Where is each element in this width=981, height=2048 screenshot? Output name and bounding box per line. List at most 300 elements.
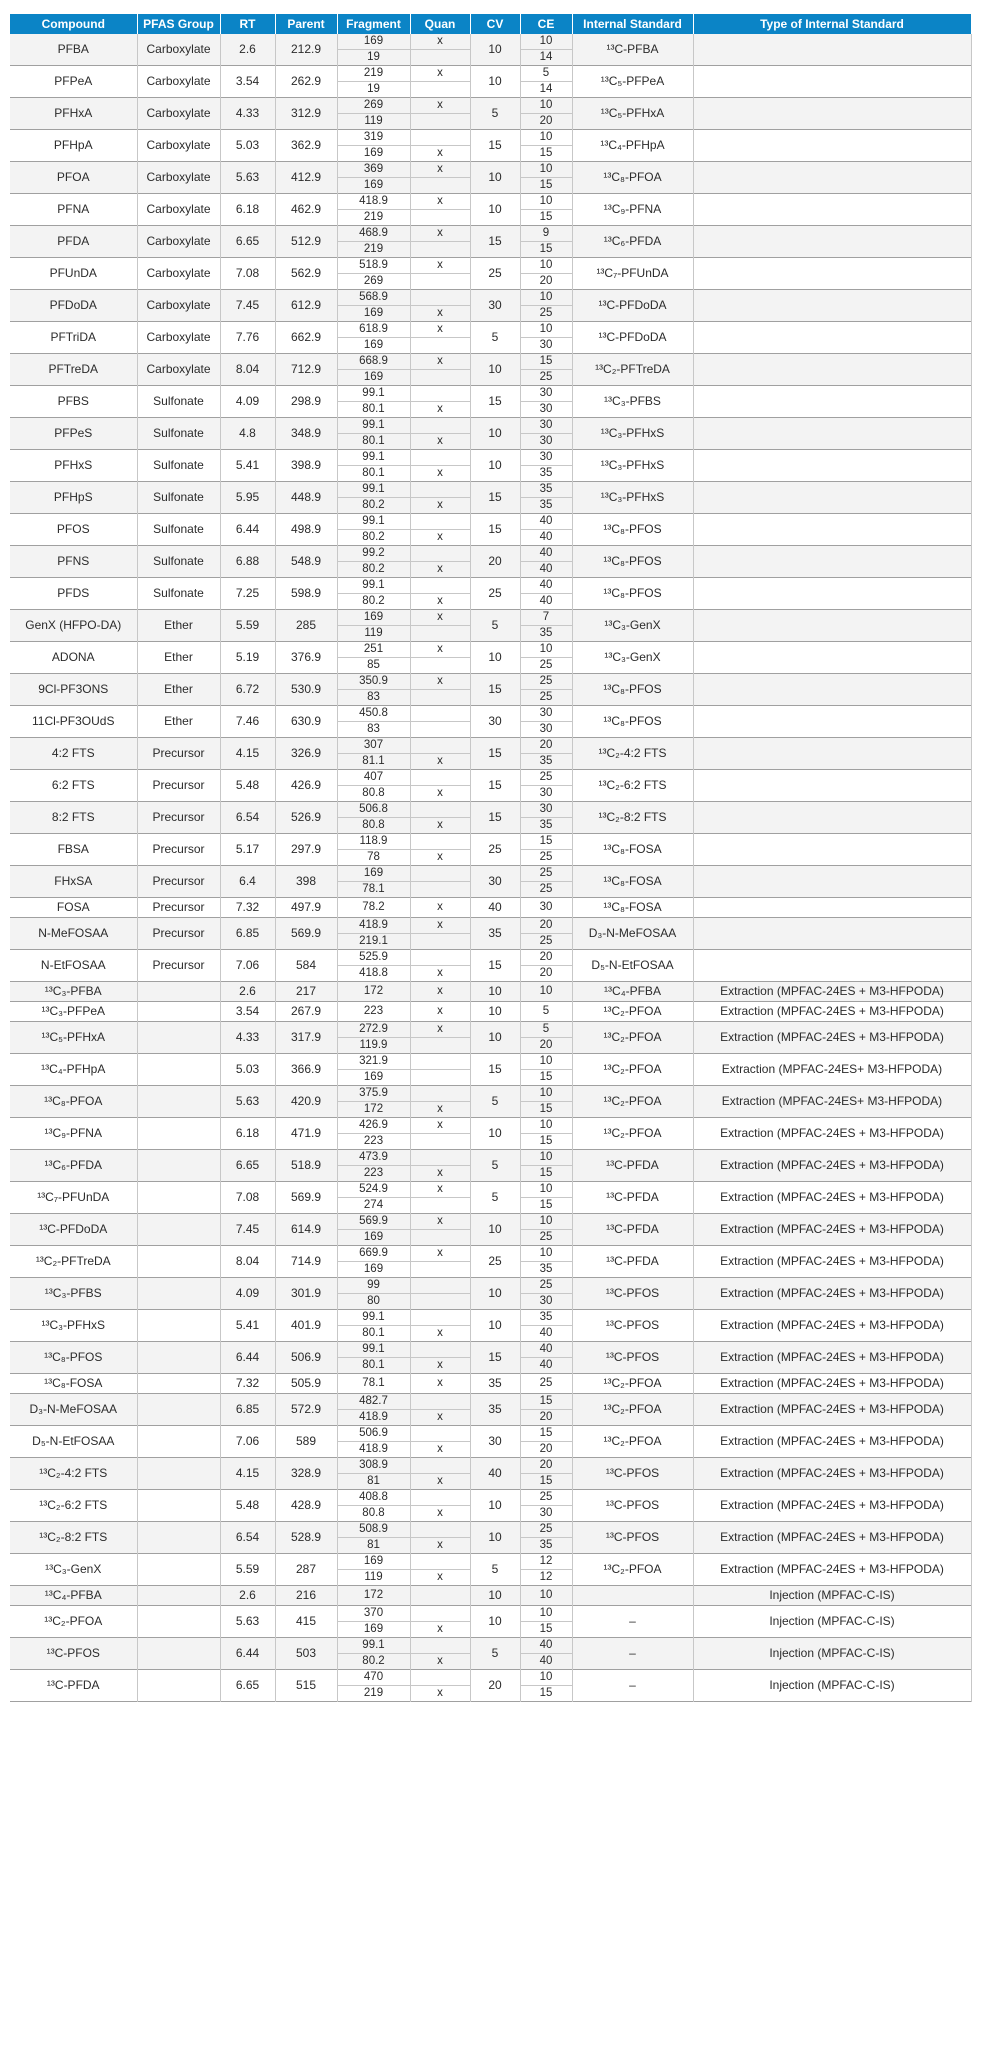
rt-cell: 7.06 bbox=[220, 950, 275, 982]
ce-cell: 25 bbox=[520, 770, 572, 786]
cv-cell: 25 bbox=[470, 578, 520, 610]
quan-cell: x bbox=[410, 34, 470, 50]
type-of-internal-standard-cell: Extraction (MPFAC-24ES + M3-HFPODA) bbox=[693, 1150, 971, 1182]
table-row bbox=[10, 578, 971, 594]
rt-cell: 6.88 bbox=[220, 546, 275, 578]
pfas-group-cell bbox=[137, 1374, 220, 1394]
ce-cell: 20 bbox=[520, 738, 572, 754]
type-of-internal-standard-cell bbox=[693, 322, 971, 354]
fragment-cell: 169 bbox=[337, 34, 410, 50]
compound-cell: PFHpS bbox=[10, 482, 137, 514]
parent-cell: 212.9 bbox=[275, 34, 337, 66]
compound-cell: ¹³C₄-PFHpA bbox=[10, 1054, 137, 1086]
fragment-cell: 169 bbox=[337, 146, 410, 162]
table-row bbox=[10, 194, 971, 210]
table-row bbox=[10, 482, 971, 498]
internal-standard-cell: ¹³C-PFDoDA bbox=[572, 322, 693, 354]
cv-cell: 10 bbox=[470, 1022, 520, 1054]
ce-cell: 10 bbox=[520, 1150, 572, 1166]
fragment-cell: 169 bbox=[337, 338, 410, 354]
quan-cell bbox=[410, 482, 470, 498]
quan-cell: x bbox=[410, 754, 470, 770]
ce-cell: 14 bbox=[520, 50, 572, 66]
compound-group bbox=[10, 194, 971, 226]
type-of-internal-standard-cell: Extraction (MPFAC-24ES + M3-HFPODA) bbox=[693, 1458, 971, 1490]
quan-cell bbox=[410, 114, 470, 130]
compound-cell: FOSA bbox=[10, 898, 137, 918]
table-row bbox=[10, 1638, 971, 1654]
rt-cell: 4.09 bbox=[220, 1278, 275, 1310]
quan-cell bbox=[410, 950, 470, 966]
quan-cell bbox=[410, 690, 470, 706]
pfas-group-cell: Carboxylate bbox=[137, 226, 220, 258]
pfas-group-cell: Carboxylate bbox=[137, 290, 220, 322]
compound-cell: ¹³C₈-PFOS bbox=[10, 1342, 137, 1374]
type-of-internal-standard-cell: Extraction (MPFAC-24ES + M3-HFPODA) bbox=[693, 982, 971, 1002]
rt-cell: 6.44 bbox=[220, 1638, 275, 1670]
fragment-cell: 99.1 bbox=[337, 1310, 410, 1326]
compound-group bbox=[10, 1278, 971, 1310]
quan-cell bbox=[410, 834, 470, 850]
ce-cell: 15 bbox=[520, 1070, 572, 1086]
internal-standard-cell: D₅-N-EtFOSAA bbox=[572, 950, 693, 982]
compound-group bbox=[10, 950, 971, 982]
pfas-group-cell bbox=[137, 1054, 220, 1086]
quan-cell: x bbox=[410, 1326, 470, 1342]
compound-group bbox=[10, 354, 971, 386]
ce-cell: 5 bbox=[520, 1002, 572, 1022]
cv-cell: 15 bbox=[470, 950, 520, 982]
table-row bbox=[10, 1002, 971, 1022]
pfas-group-cell bbox=[137, 1522, 220, 1554]
parent-cell: 366.9 bbox=[275, 1054, 337, 1086]
pfas-group-cell: Carboxylate bbox=[137, 258, 220, 290]
ce-cell: 10 bbox=[520, 130, 572, 146]
quan-cell: x bbox=[410, 466, 470, 482]
quan-cell bbox=[410, 210, 470, 226]
compound-group bbox=[10, 66, 971, 98]
pfas-group-cell bbox=[137, 1214, 220, 1246]
pfas-group-cell: Carboxylate bbox=[137, 66, 220, 98]
table-row bbox=[10, 1150, 971, 1166]
cv-cell: 5 bbox=[470, 1150, 520, 1182]
compound-group bbox=[10, 1310, 971, 1342]
table-header bbox=[10, 14, 971, 34]
parent-cell: 712.9 bbox=[275, 354, 337, 386]
quan-cell bbox=[410, 386, 470, 402]
parent-cell: 528.9 bbox=[275, 1522, 337, 1554]
parent-cell: 267.9 bbox=[275, 1002, 337, 1022]
compound-group bbox=[10, 674, 971, 706]
quan-cell bbox=[410, 1262, 470, 1278]
pfas-group-cell: Precursor bbox=[137, 738, 220, 770]
fragment-cell: 119 bbox=[337, 626, 410, 642]
internal-standard-cell: ¹³C₂-4:2 FTS bbox=[572, 738, 693, 770]
table-row bbox=[10, 322, 971, 338]
quan-cell: x bbox=[410, 402, 470, 418]
header-fragment: Fragment bbox=[337, 14, 410, 34]
internal-standard-cell: ¹³C-PFBA bbox=[572, 34, 693, 66]
quan-cell bbox=[410, 1230, 470, 1246]
compound-group bbox=[10, 546, 971, 578]
ce-cell: 10 bbox=[520, 258, 572, 274]
compound-cell: ¹³C₂-PFTreDA bbox=[10, 1246, 137, 1278]
quan-cell bbox=[410, 1310, 470, 1326]
rt-cell: 6.18 bbox=[220, 194, 275, 226]
quan-cell: x bbox=[410, 258, 470, 274]
fragment-cell: 78 bbox=[337, 850, 410, 866]
cv-cell: 15 bbox=[470, 130, 520, 162]
fragment-cell: 219.1 bbox=[337, 934, 410, 950]
rt-cell: 5.41 bbox=[220, 450, 275, 482]
fragment-cell: 518.9 bbox=[337, 258, 410, 274]
table-row bbox=[10, 834, 971, 850]
ce-cell: 40 bbox=[520, 514, 572, 530]
compound-cell: 6:2 FTS bbox=[10, 770, 137, 802]
quan-cell: x bbox=[410, 642, 470, 658]
quan-cell bbox=[410, 1490, 470, 1506]
quan-cell bbox=[410, 50, 470, 66]
ce-cell: 20 bbox=[520, 966, 572, 982]
parent-cell: 312.9 bbox=[275, 98, 337, 130]
compound-cell: PFPeA bbox=[10, 66, 137, 98]
ce-cell: 35 bbox=[520, 482, 572, 498]
rt-cell: 6.44 bbox=[220, 1342, 275, 1374]
header-type-of-internal-standard: Type of Internal Standard bbox=[693, 14, 971, 34]
rt-cell: 5.63 bbox=[220, 162, 275, 194]
cv-cell: 10 bbox=[470, 418, 520, 450]
parent-cell: 287 bbox=[275, 1554, 337, 1586]
fragment-cell: 169 bbox=[337, 1262, 410, 1278]
table-row bbox=[10, 950, 971, 966]
header-rt: RT bbox=[220, 14, 275, 34]
quan-cell bbox=[410, 338, 470, 354]
fragment-cell: 473.9 bbox=[337, 1150, 410, 1166]
type-of-internal-standard-cell: Extraction (MPFAC-24ES + M3-HFPODA) bbox=[693, 1554, 971, 1586]
cv-cell: 20 bbox=[470, 1670, 520, 1702]
compound-group bbox=[10, 1554, 971, 1586]
pfas-mrm-table-wrapper bbox=[10, 14, 971, 1702]
parent-cell: 562.9 bbox=[275, 258, 337, 290]
parent-cell: 612.9 bbox=[275, 290, 337, 322]
pfas-group-cell bbox=[137, 1490, 220, 1522]
pfas-group-cell bbox=[137, 1670, 220, 1702]
rt-cell: 5.48 bbox=[220, 770, 275, 802]
type-of-internal-standard-cell bbox=[693, 450, 971, 482]
compound-cell: 8:2 FTS bbox=[10, 802, 137, 834]
internal-standard-cell: ¹³C₈-FOSA bbox=[572, 898, 693, 918]
cv-cell: 5 bbox=[470, 1554, 520, 1586]
cv-cell: 10 bbox=[470, 1522, 520, 1554]
fragment-cell: 369 bbox=[337, 162, 410, 178]
compound-cell: PFHxA bbox=[10, 98, 137, 130]
cv-cell: 40 bbox=[470, 1458, 520, 1490]
internal-standard-cell: ¹³C₃-GenX bbox=[572, 610, 693, 642]
ce-cell: 25 bbox=[520, 306, 572, 322]
fragment-cell: 83 bbox=[337, 690, 410, 706]
pfas-group-cell bbox=[137, 1394, 220, 1426]
type-of-internal-standard-cell: Extraction (MPFAC-24ES + M3-HFPODA) bbox=[693, 1426, 971, 1458]
cv-cell: 20 bbox=[470, 546, 520, 578]
fragment-cell: 80.2 bbox=[337, 1654, 410, 1670]
compound-cell: PFNS bbox=[10, 546, 137, 578]
ce-cell: 40 bbox=[520, 1358, 572, 1374]
ce-cell: 10 bbox=[520, 194, 572, 210]
parent-cell: 415 bbox=[275, 1606, 337, 1638]
cv-cell: 10 bbox=[470, 1606, 520, 1638]
quan-cell bbox=[410, 1054, 470, 1070]
fragment-cell: 308.9 bbox=[337, 1458, 410, 1474]
compound-group bbox=[10, 1002, 971, 1022]
ce-cell: 10 bbox=[520, 1054, 572, 1070]
quan-cell: x bbox=[410, 786, 470, 802]
pfas-group-cell bbox=[137, 1426, 220, 1458]
parent-cell: 398 bbox=[275, 866, 337, 898]
fragment-cell: 668.9 bbox=[337, 354, 410, 370]
parent-cell: 506.9 bbox=[275, 1342, 337, 1374]
fragment-cell: 569.9 bbox=[337, 1214, 410, 1230]
internal-standard-cell: ¹³C₂-8:2 FTS bbox=[572, 802, 693, 834]
cv-cell: 5 bbox=[470, 98, 520, 130]
table-row bbox=[10, 98, 971, 114]
table-row bbox=[10, 866, 971, 882]
cv-cell: 30 bbox=[470, 706, 520, 738]
compound-group bbox=[10, 1182, 971, 1214]
quan-cell: x bbox=[410, 850, 470, 866]
internal-standard-cell: ¹³C-PFDoDA bbox=[572, 290, 693, 322]
rt-cell: 5.63 bbox=[220, 1606, 275, 1638]
quan-cell: x bbox=[410, 818, 470, 834]
fragment-cell: 172 bbox=[337, 982, 410, 1002]
internal-standard-cell: ¹³C₃-PFHxS bbox=[572, 450, 693, 482]
quan-cell: x bbox=[410, 1474, 470, 1490]
quan-cell bbox=[410, 722, 470, 738]
table-row bbox=[10, 386, 971, 402]
compound-cell: PFUnDA bbox=[10, 258, 137, 290]
compound-cell: ¹³C₆-PFDA bbox=[10, 1150, 137, 1182]
fragment-cell: 506.8 bbox=[337, 802, 410, 818]
ce-cell: 10 bbox=[520, 642, 572, 658]
parent-cell: 526.9 bbox=[275, 802, 337, 834]
rt-cell: 8.04 bbox=[220, 354, 275, 386]
compound-group bbox=[10, 642, 971, 674]
ce-cell: 40 bbox=[520, 1326, 572, 1342]
cv-cell: 15 bbox=[470, 482, 520, 514]
quan-cell bbox=[410, 546, 470, 562]
ce-cell: 25 bbox=[520, 1490, 572, 1506]
pfas-group-cell: Precursor bbox=[137, 770, 220, 802]
ce-cell: 35 bbox=[520, 1538, 572, 1554]
type-of-internal-standard-cell: Injection (MPFAC-C-IS) bbox=[693, 1606, 971, 1638]
quan-cell: x bbox=[410, 1182, 470, 1198]
header-quan: Quan bbox=[410, 14, 470, 34]
compound-cell: ¹³C₃-GenX bbox=[10, 1554, 137, 1586]
fragment-cell: 169 bbox=[337, 306, 410, 322]
compound-cell: D₃-N-MeFOSAA bbox=[10, 1394, 137, 1426]
fragment-cell: 119.9 bbox=[337, 1038, 410, 1054]
type-of-internal-standard-cell: Extraction (MPFAC-24ES + M3-HFPODA) bbox=[693, 1214, 971, 1246]
fragment-cell: 319 bbox=[337, 130, 410, 146]
internal-standard-cell: ¹³C₅-PFHxA bbox=[572, 98, 693, 130]
ce-cell: 30 bbox=[520, 450, 572, 466]
table-row bbox=[10, 1246, 971, 1262]
ce-cell: 40 bbox=[520, 1342, 572, 1358]
parent-cell: 505.9 bbox=[275, 1374, 337, 1394]
ce-cell: 30 bbox=[520, 786, 572, 802]
compound-cell: PFOA bbox=[10, 162, 137, 194]
compound-group bbox=[10, 866, 971, 898]
parent-cell: 518.9 bbox=[275, 1150, 337, 1182]
compound-cell: ¹³C₅-PFHxA bbox=[10, 1022, 137, 1054]
cv-cell: 5 bbox=[470, 610, 520, 642]
cv-cell: 15 bbox=[470, 386, 520, 418]
header-cv: CV bbox=[470, 14, 520, 34]
pfas-group-cell: Precursor bbox=[137, 834, 220, 866]
rt-cell: 6.85 bbox=[220, 918, 275, 950]
quan-cell bbox=[410, 1134, 470, 1150]
fragment-cell: 618.9 bbox=[337, 322, 410, 338]
rt-cell: 7.08 bbox=[220, 258, 275, 290]
table-row bbox=[10, 418, 971, 434]
compound-group bbox=[10, 98, 971, 130]
compound-group bbox=[10, 322, 971, 354]
compound-cell: ¹³C-PFDoDA bbox=[10, 1214, 137, 1246]
ce-cell: 10 bbox=[520, 1670, 572, 1686]
rt-cell: 6.18 bbox=[220, 1118, 275, 1150]
ce-cell: 35 bbox=[520, 818, 572, 834]
table-row bbox=[10, 546, 971, 562]
fragment-cell: 19 bbox=[337, 50, 410, 66]
compound-group bbox=[10, 610, 971, 642]
cv-cell: 35 bbox=[470, 1374, 520, 1394]
fragment-cell: 169 bbox=[337, 1230, 410, 1246]
quan-cell: x bbox=[410, 1570, 470, 1586]
quan-cell bbox=[410, 274, 470, 290]
type-of-internal-standard-cell bbox=[693, 610, 971, 642]
cv-cell: 10 bbox=[470, 354, 520, 386]
quan-cell bbox=[410, 706, 470, 722]
cv-cell: 10 bbox=[470, 1586, 520, 1606]
table-row bbox=[10, 1214, 971, 1230]
cv-cell: 10 bbox=[470, 1278, 520, 1310]
ce-cell: 35 bbox=[520, 754, 572, 770]
ce-cell: 25 bbox=[520, 934, 572, 950]
compound-cell: N-MeFOSAA bbox=[10, 918, 137, 950]
fragment-cell: 169 bbox=[337, 610, 410, 626]
fragment-cell: 223 bbox=[337, 1002, 410, 1022]
quan-cell: x bbox=[410, 1022, 470, 1038]
quan-cell: x bbox=[410, 1214, 470, 1230]
quan-cell: x bbox=[410, 98, 470, 114]
parent-cell: 498.9 bbox=[275, 514, 337, 546]
type-of-internal-standard-cell bbox=[693, 918, 971, 950]
fragment-cell: 78.1 bbox=[337, 1374, 410, 1394]
quan-cell bbox=[410, 82, 470, 98]
compound-group bbox=[10, 1606, 971, 1638]
compound-cell: ¹³C₈-PFOA bbox=[10, 1086, 137, 1118]
quan-cell bbox=[410, 770, 470, 786]
ce-cell: 10 bbox=[520, 1246, 572, 1262]
rt-cell: 5.03 bbox=[220, 1054, 275, 1086]
table-row bbox=[10, 66, 971, 82]
table-row bbox=[10, 514, 971, 530]
fragment-cell: 269 bbox=[337, 274, 410, 290]
fragment-cell: 418.9 bbox=[337, 194, 410, 210]
internal-standard-cell: ¹³C₈-PFOS bbox=[572, 514, 693, 546]
internal-standard-cell: ¹³C₃-PFHxS bbox=[572, 482, 693, 514]
parent-cell: 412.9 bbox=[275, 162, 337, 194]
quan-cell bbox=[410, 1150, 470, 1166]
ce-cell: 15 bbox=[520, 1426, 572, 1442]
fragment-cell: 80.2 bbox=[337, 498, 410, 514]
fragment-cell: 470 bbox=[337, 1670, 410, 1686]
type-of-internal-standard-cell bbox=[693, 514, 971, 546]
compound-group bbox=[10, 1342, 971, 1374]
quan-cell bbox=[410, 1278, 470, 1294]
quan-cell bbox=[410, 626, 470, 642]
table-row bbox=[10, 674, 971, 690]
table-row bbox=[10, 1606, 971, 1622]
quan-cell: x bbox=[410, 1246, 470, 1262]
rt-cell: 7.32 bbox=[220, 898, 275, 918]
type-of-internal-standard-cell bbox=[693, 770, 971, 802]
quan-cell bbox=[410, 1342, 470, 1358]
quan-cell: x bbox=[410, 594, 470, 610]
compound-cell: PFPeS bbox=[10, 418, 137, 450]
ce-cell: 40 bbox=[520, 594, 572, 610]
pfas-group-cell: Ether bbox=[137, 674, 220, 706]
parent-cell: 572.9 bbox=[275, 1394, 337, 1426]
table-row bbox=[10, 130, 971, 146]
ce-cell: 30 bbox=[520, 722, 572, 738]
compound-cell: ¹³C₃-PFBA bbox=[10, 982, 137, 1002]
ce-cell: 40 bbox=[520, 562, 572, 578]
compound-group bbox=[10, 738, 971, 770]
compound-group bbox=[10, 1086, 971, 1118]
pfas-group-cell bbox=[137, 1246, 220, 1278]
rt-cell: 6.65 bbox=[220, 226, 275, 258]
internal-standard-cell: ¹³C₈-FOSA bbox=[572, 866, 693, 898]
compound-group bbox=[10, 386, 971, 418]
table-row bbox=[10, 898, 971, 918]
compound-group bbox=[10, 130, 971, 162]
quan-cell: x bbox=[410, 562, 470, 578]
type-of-internal-standard-cell bbox=[693, 130, 971, 162]
ce-cell: 12 bbox=[520, 1554, 572, 1570]
parent-cell: 426.9 bbox=[275, 770, 337, 802]
compound-cell: ¹³C-PFOS bbox=[10, 1638, 137, 1670]
fragment-cell: 99.1 bbox=[337, 578, 410, 594]
type-of-internal-standard-cell: Extraction (MPFAC-24ES + M3-HFPODA) bbox=[693, 1342, 971, 1374]
ce-cell: 30 bbox=[520, 338, 572, 354]
quan-cell: x bbox=[410, 162, 470, 178]
ce-cell: 20 bbox=[520, 1038, 572, 1054]
type-of-internal-standard-cell: Extraction (MPFAC-24ES + M3-HFPODA) bbox=[693, 1246, 971, 1278]
pfas-group-cell: Ether bbox=[137, 610, 220, 642]
internal-standard-cell: ¹³C-PFDA bbox=[572, 1214, 693, 1246]
compound-group bbox=[10, 1022, 971, 1054]
quan-cell bbox=[410, 1198, 470, 1214]
quan-cell bbox=[410, 1606, 470, 1622]
ce-cell: 35 bbox=[520, 466, 572, 482]
internal-standard-cell: ¹³C₃-PFBS bbox=[572, 386, 693, 418]
table-row bbox=[10, 1490, 971, 1506]
fragment-cell: 375.9 bbox=[337, 1086, 410, 1102]
cv-cell: 15 bbox=[470, 674, 520, 706]
cv-cell: 15 bbox=[470, 770, 520, 802]
ce-cell: 25 bbox=[520, 658, 572, 674]
compound-group bbox=[10, 1458, 971, 1490]
